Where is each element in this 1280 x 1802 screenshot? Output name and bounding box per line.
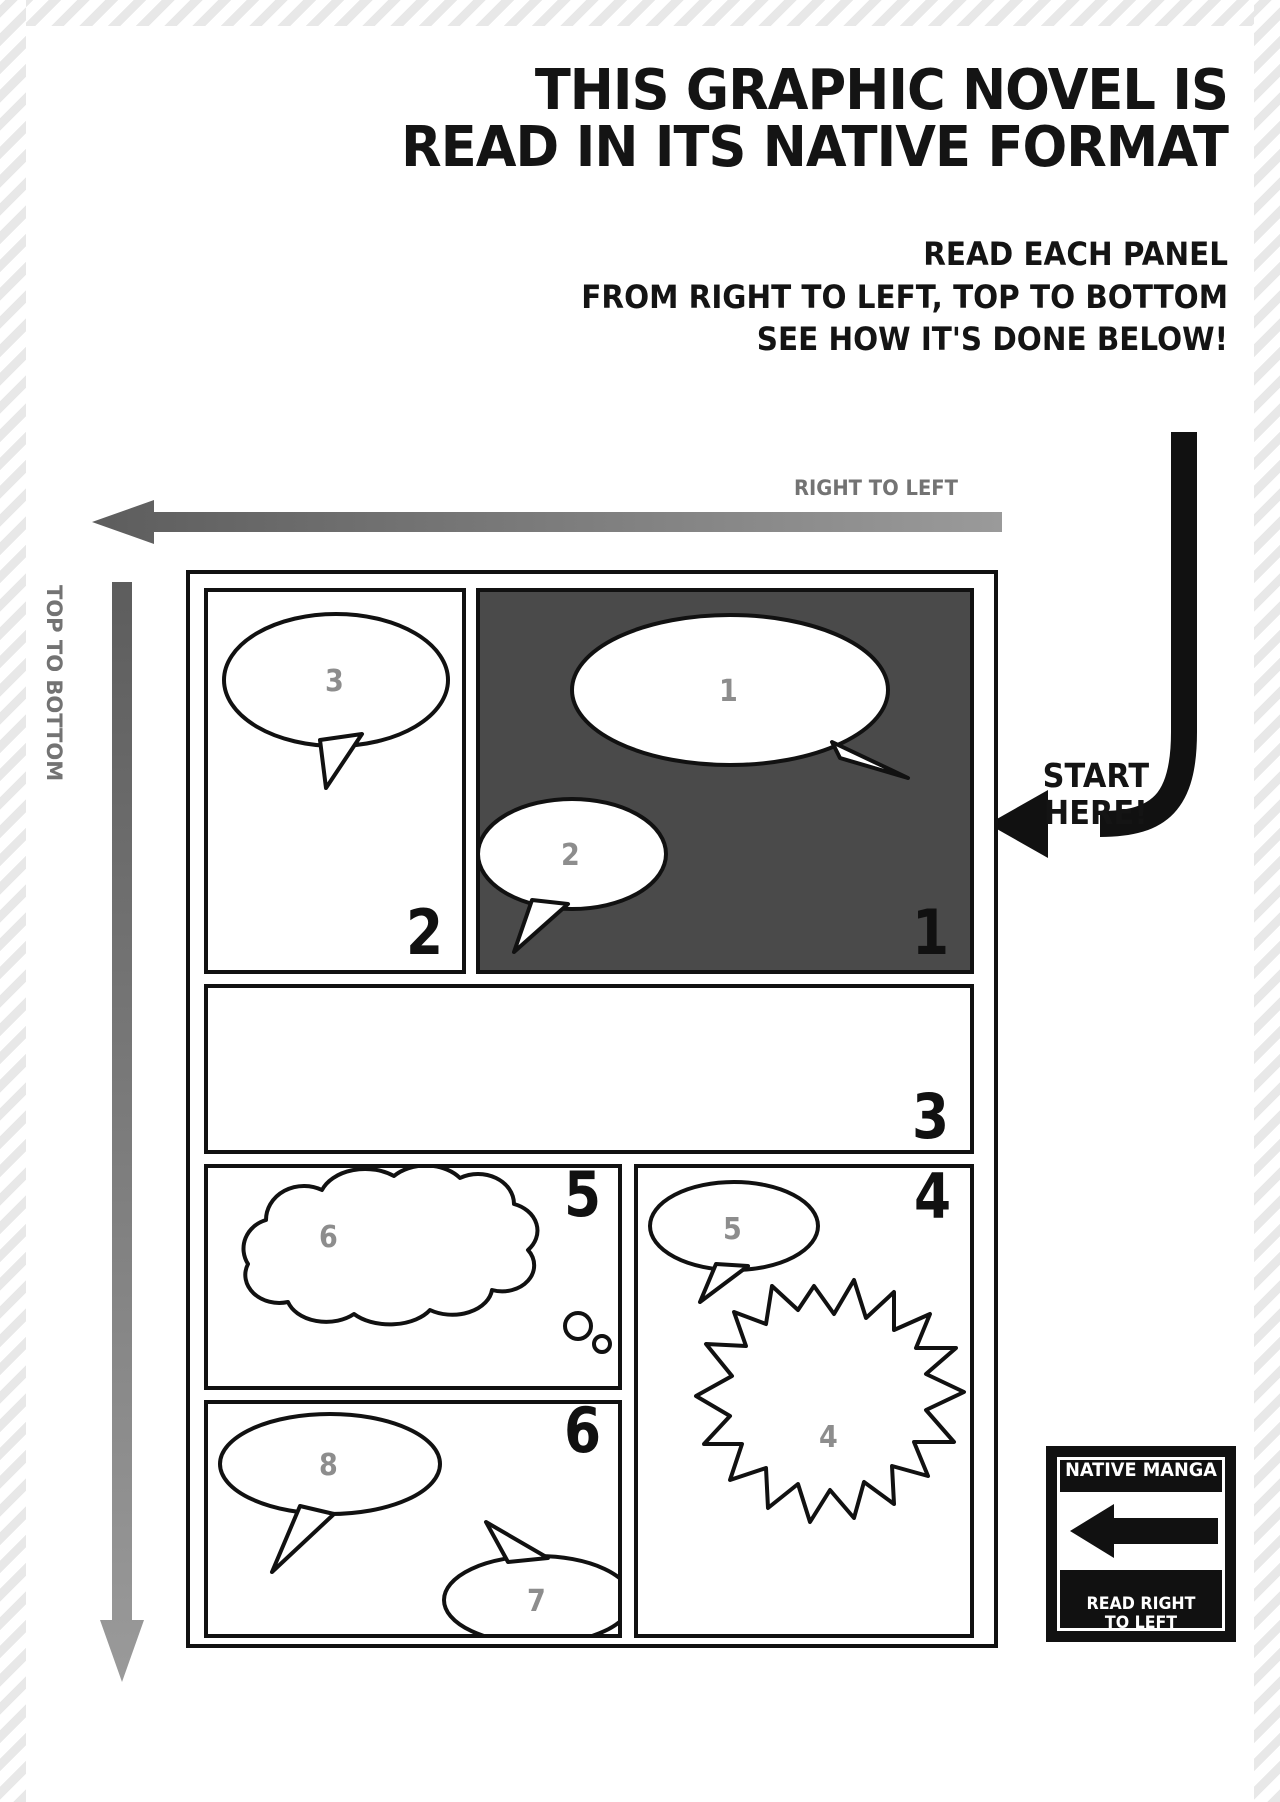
- balloon-number: 6: [319, 1220, 338, 1255]
- page-title-line-1: THIS GRAPHIC NOVEL IS: [534, 58, 1228, 123]
- balloon-number: 8: [319, 1448, 338, 1483]
- balloon-number: 3: [325, 664, 344, 699]
- comic-panel-4[interactable]: [634, 1164, 974, 1638]
- top-to-bottom-arrow-icon: [100, 582, 144, 1682]
- balloon-number: 1: [719, 674, 738, 709]
- balloon-number: 4: [819, 1420, 838, 1455]
- panel-number: 4: [913, 1164, 951, 1233]
- start-here-label: [1043, 758, 1149, 832]
- page-subtitle: [400, 233, 1228, 361]
- right-to-left-label: RIGHT TO LEFT: [794, 476, 958, 500]
- right-to-left-arrow-icon: [92, 500, 1002, 544]
- panel-number: 2: [405, 896, 443, 969]
- page-subtitle-line-1: READ EACH PANEL: [923, 235, 1228, 273]
- panel-number: 3: [911, 1080, 949, 1153]
- start-here-line-2: HERE!: [1043, 792, 1148, 832]
- balloon-number: 2: [561, 838, 580, 873]
- striped-border-top: [0, 0, 1280, 26]
- comic-panel-2[interactable]: [204, 588, 466, 974]
- striped-border-left: [0, 0, 26, 1802]
- comic-panel-1[interactable]: [476, 588, 974, 974]
- page-title-line-2: READ IN ITS NATIVE FORMAT: [401, 115, 1228, 181]
- page-subtitle-line-3: SEE HOW IT'S DONE BELOW!: [756, 320, 1228, 359]
- start-here-line-1: START: [1042, 756, 1150, 795]
- left-arrow-icon: [1058, 1492, 1232, 1570]
- balloon-number: 7: [527, 1584, 546, 1619]
- badge-subtitle-line-1: READ RIGHT: [1086, 1593, 1196, 1614]
- comic-panel-5[interactable]: [204, 1164, 622, 1390]
- badge-arrow-plate: [1058, 1492, 1224, 1570]
- start-here-arrow-icon: [990, 432, 1240, 962]
- top-to-bottom-label: TOP TO BOTTOM: [42, 585, 66, 782]
- comic-panel-3[interactable]: [204, 984, 974, 1154]
- badge-title: NATIVE MANGA: [1065, 1459, 1217, 1481]
- balloon-number: 5: [723, 1212, 742, 1247]
- native-manga-badge: [1046, 1446, 1236, 1642]
- page-title: [382, 58, 1228, 181]
- panel-number: 6: [563, 1400, 601, 1467]
- panel-number: 1: [911, 896, 949, 969]
- comic-page-frame: [186, 570, 998, 1648]
- page-subtitle-line-2: FROM RIGHT TO LEFT, TOP TO BOTTOM: [581, 277, 1228, 316]
- striped-border-right: [1254, 0, 1280, 1802]
- badge-subtitle: [1056, 1595, 1225, 1634]
- comic-panel-6[interactable]: [204, 1400, 622, 1638]
- badge-subtitle-line-2: TO LEFT: [1104, 1613, 1178, 1634]
- panel-number: 5: [563, 1164, 601, 1231]
